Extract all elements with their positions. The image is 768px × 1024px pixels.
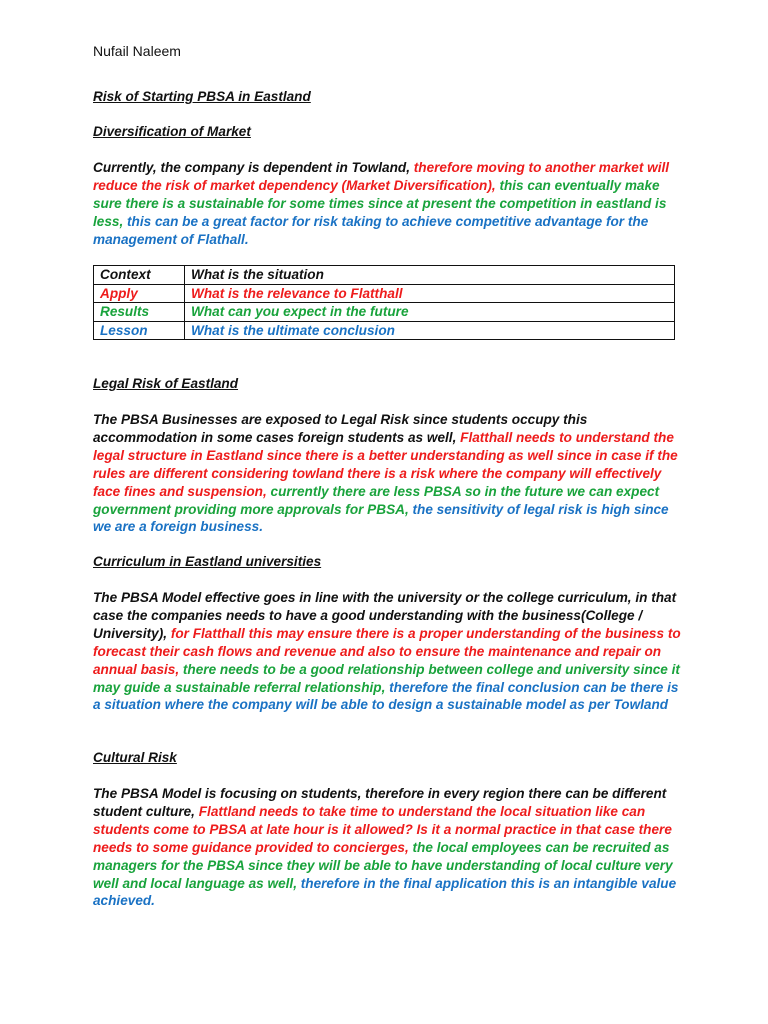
text-context: The PBSA Model effective goes in line with the university or the college curriculum, in that case the companies needs to have a good understanding with the business(College / University), [93, 590, 677, 641]
text-context: The PBSA Businesses are exposed to Legal Risk since students occupy this accommodation in some cases foreign students as well, [93, 412, 588, 445]
text-apply: for Flatthall this may ensure there is a proper understanding of the business to forecast their cash flows and revenue and also to ensure the maintenance and repair on annual basis, [93, 625, 681, 677]
table-cell-text: What can you expect in the future [185, 303, 675, 322]
text-apply: Flatthall needs to understand the legal structure in Eastland since there is a better understanding as well since in case if the rules are different considering towland there is a risk where the company will effectively face fines and suspension, [93, 429, 678, 499]
table-row [94, 303, 675, 322]
table-cell-label: Lesson [94, 321, 185, 340]
author-name: Nufail Naleem [93, 43, 181, 59]
table-cell-text: What is the ultimate conclusion [185, 321, 675, 340]
text-lesson: the sensitivity of legal risk is high since we are a foreign business. [93, 501, 669, 535]
text-context: Currently, the company is dependent in Towland, [93, 160, 414, 175]
text-apply: therefore moving to another market will reduce the risk of market dependency (Market Diversification), [93, 160, 670, 193]
table-row [94, 266, 675, 285]
text-results: there needs to be a good relationship between college and university since it may guide a sustainable referral relationship, [93, 661, 680, 695]
table-cell-text: What is the situation [185, 266, 675, 285]
table-cell-text: What is the relevance to Flatthall [185, 284, 675, 303]
text-results: currently there are less PBSA so in the future we can expect government providing more approvals for PBSA, [93, 483, 660, 517]
paragraph-diversification [93, 159, 683, 249]
section-heading-diversification: Diversification of Market [93, 124, 251, 139]
text-lesson: this can be a great factor for risk taking to achieve competitive advantage for the management of Flathall. [93, 213, 649, 247]
paragraph-cultural [93, 785, 683, 910]
table-row [94, 284, 675, 303]
table-row [94, 321, 675, 340]
document-title: Risk of Starting PBSA in Eastland [93, 89, 311, 104]
paragraph-legal [93, 411, 683, 536]
text-lesson: therefore in the final application this is an intangible value achieved. [93, 875, 677, 909]
section-heading-curriculum: Curriculum in Eastland universities [93, 554, 322, 569]
table-cell-label: Context [94, 266, 185, 285]
section-heading-legal: Legal Risk of Eastland [93, 376, 239, 391]
text-lesson: therefore the final conclusion can be there is a situation where the company will be able to design a sustainable model as per Towland [93, 679, 679, 713]
table-cell-label: Results [94, 303, 185, 322]
text-results: this can eventually make sure there is a sustainable for some times since at present the competition in eastland is less, [93, 177, 667, 229]
paragraph-curriculum [93, 589, 683, 714]
text-apply: Flattland needs to take time to understand the local situation like can students come to PBSA at late hour is it allowed? Is it a normal practice in that case there needs to some guidance provided to concierges, [93, 803, 672, 855]
text-results: the local employees can be recruited as managers for the PBSA since they will be able to have understanding of local culture very well and local language as well, [93, 839, 673, 891]
table-cell-label: Apply [94, 284, 185, 303]
context-table [93, 265, 675, 340]
text-context: The PBSA Model is focusing on students, therefore in every region there can be different student culture, [93, 786, 667, 819]
section-heading-cultural: Cultural Risk [93, 750, 177, 765]
